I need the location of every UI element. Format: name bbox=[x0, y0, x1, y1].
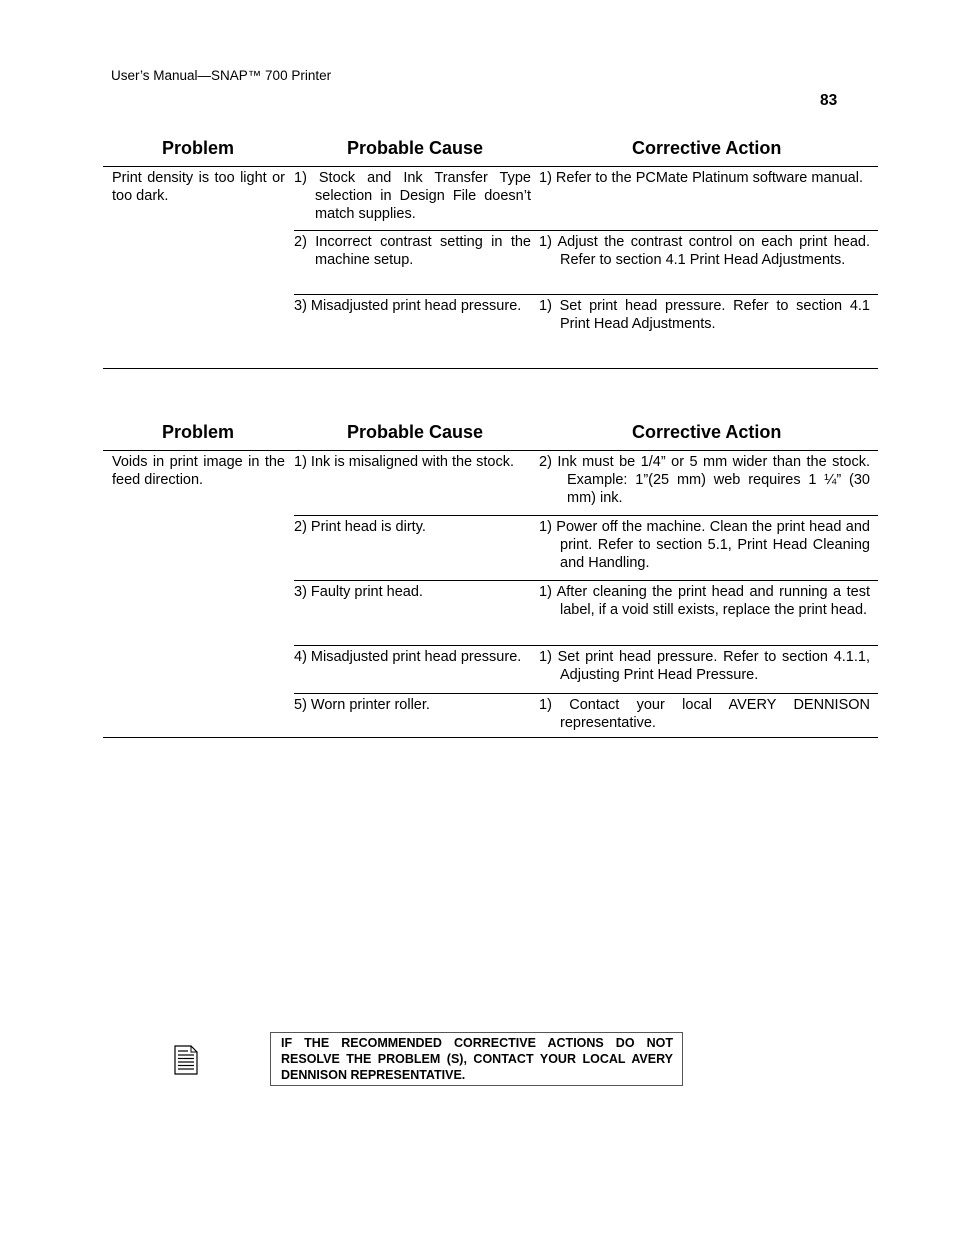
table-row bbox=[294, 451, 878, 515]
probable-cause-cell: 1) Ink is misaligned with the stock. bbox=[294, 454, 515, 470]
probable-cause-cell: 2) Print head is dirty. bbox=[294, 519, 426, 535]
table-row bbox=[294, 645, 878, 693]
problem-cell: Print density is too light or too dark. bbox=[112, 170, 285, 204]
cause-action-rows bbox=[294, 167, 878, 368]
probable-cause-cell: 2) Incorrect contrast setting in the machine setup. bbox=[294, 234, 531, 268]
cause-action-rows bbox=[294, 451, 878, 737]
corrective-action-cell: 1) Adjust the contrast control on each print head. Refer to section 4.1 Print Head Adjustments. bbox=[539, 234, 870, 268]
corrective-action-cell: 1) After cleaning the print head and running a test label, if a void still exists, replace the print head. bbox=[539, 584, 870, 618]
problem-cell: Voids in print image in the feed direction. bbox=[112, 454, 285, 488]
corrective-action-cell: 1) Contact your local AVERY DENNISON representative. bbox=[539, 697, 870, 731]
table-body bbox=[103, 167, 878, 369]
corrective-action-cell: 1) Set print head pressure. Refer to section 4.1.1, Adjusting Print Head Pressure. bbox=[539, 649, 870, 683]
corrective-action-cell: 1) Refer to the PCMate Platinum software manual. bbox=[539, 170, 863, 186]
column-header-problem: Problem bbox=[162, 422, 235, 442]
column-header-probable-cause: Probable Cause bbox=[347, 138, 484, 158]
table-header bbox=[103, 422, 878, 451]
probable-cause-cell: 1) Stock and Ink Transfer Type selection in Design File doesn’t match supplies. bbox=[294, 170, 531, 222]
table-row bbox=[294, 580, 878, 645]
page-number: 83 bbox=[820, 92, 838, 109]
troubleshooting-table-print-density bbox=[103, 138, 878, 369]
table-row bbox=[294, 294, 878, 367]
column-header-probable-cause: Probable Cause bbox=[347, 422, 484, 442]
probable-cause-cell: 5) Worn printer roller. bbox=[294, 697, 430, 713]
manual-title: User’s Manual—SNAP™ 700 Printer bbox=[111, 68, 332, 83]
probable-cause-cell: 4) Misadjusted print head pressure. bbox=[294, 649, 522, 665]
probable-cause-cell: 3) Misadjusted print head pressure. bbox=[294, 298, 522, 314]
probable-cause-cell: 3) Faulty print head. bbox=[294, 584, 423, 600]
column-header-corrective-action: Corrective Action bbox=[632, 138, 782, 158]
corrective-action-cell: 1) Power off the machine. Clean the print head and print. Refer to section 5.1, Print Head Cleaning and Handling. bbox=[539, 519, 870, 571]
table-body bbox=[103, 451, 878, 738]
column-header-problem: Problem bbox=[162, 138, 235, 158]
note-document-icon bbox=[174, 1045, 198, 1075]
column-header-corrective-action: Corrective Action bbox=[632, 422, 782, 442]
troubleshooting-table-voids bbox=[103, 422, 878, 738]
table-row bbox=[294, 167, 878, 230]
corrective-action-cell: 1) Set print head pressure. Refer to section 4.1 Print Head Adjustments. bbox=[539, 298, 870, 332]
table-header bbox=[103, 138, 878, 167]
table-row bbox=[294, 515, 878, 580]
table-row bbox=[294, 693, 878, 741]
note-box: IF THE RECOMMENDED CORRECTIVE ACTIONS DO NOT RESOLVE THE PROBLEM (S), CONTACT YOUR LOCAL AVERY DENNISON REPRESENTATIVE. bbox=[270, 1032, 683, 1086]
corrective-action-cell: 2) Ink must be 1/4” or 5 mm wider than the stock. Example: 1”(25 mm) web requires 1 ¼” (30 mm) ink. bbox=[539, 454, 870, 506]
table-row bbox=[294, 230, 878, 294]
